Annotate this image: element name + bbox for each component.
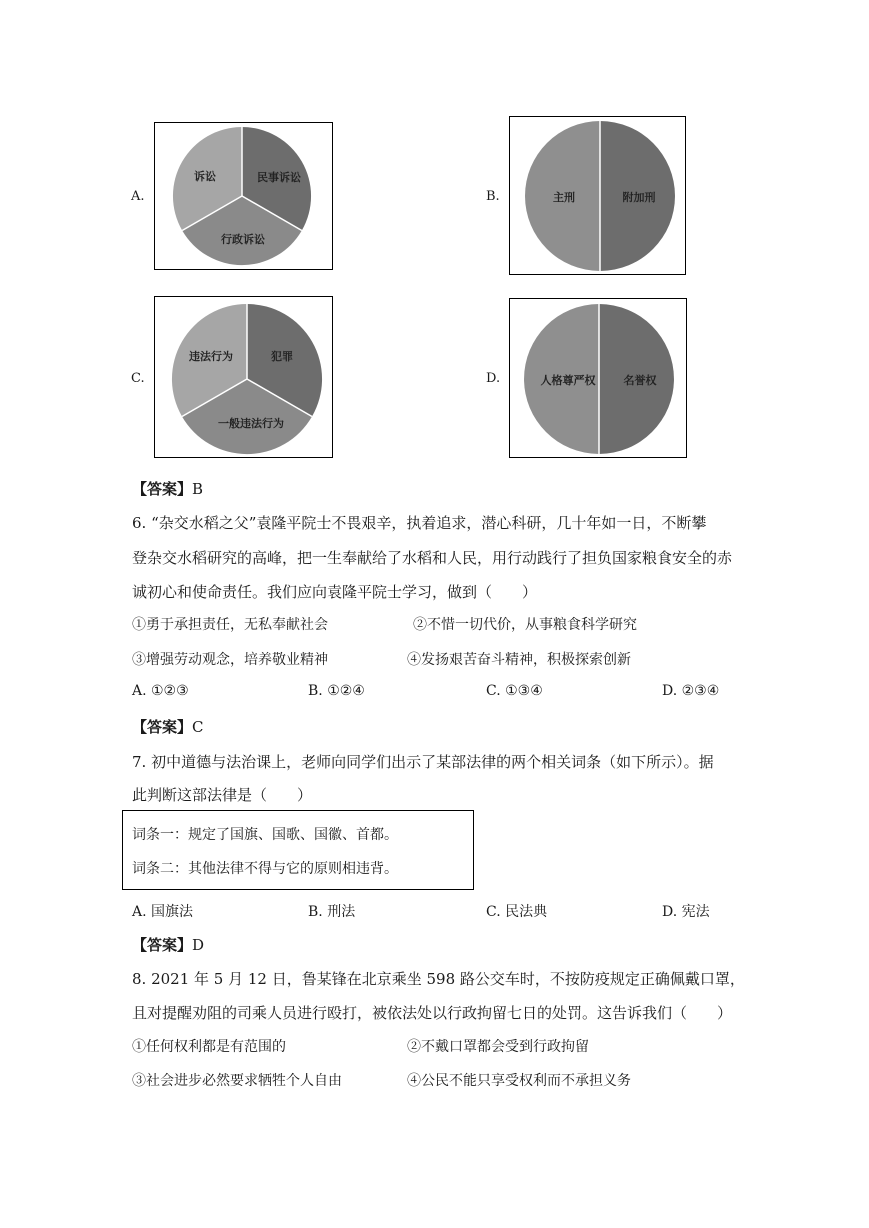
q8-item-3: ③社会进步必然要求牺牲个人自由 <box>132 1073 342 1089</box>
q6-choice-b: B. ①②④ <box>308 683 365 699</box>
q6-item-3: ③增强劳动观念，培养敬业精神 <box>132 652 328 668</box>
pie-chart-c <box>154 296 333 458</box>
option-d-label: D. <box>486 371 501 386</box>
q7-term-box <box>122 810 474 890</box>
q6-item-2: ②不惜一切代价，从事粮食科学研究 <box>413 617 637 633</box>
answer-tag: 【答案】 <box>132 480 193 498</box>
answer-value: B <box>192 480 204 498</box>
slice-label-minshi: 民事诉讼 <box>257 171 301 184</box>
q6-choice-a: A. ①②③ <box>132 683 189 699</box>
q7-choice-c: C. 民法典 <box>486 904 548 920</box>
q6-choice-d: D. ②③④ <box>662 683 720 699</box>
q7-term-1: 词条一：规定了国旗、国歌、国徽、首都。 <box>132 827 398 843</box>
slice-label-yiban: 一般违法行为 <box>218 417 284 430</box>
slice-label-xingzheng: 行政诉讼 <box>221 233 265 246</box>
q7-choice-b: B. 刑法 <box>308 904 356 920</box>
pie-chart-c-svg <box>155 297 334 459</box>
q7-line-1: 7. 初中道德与法治课上，老师向同学们出示了某部法律的两个相关词条（如下所示）。据 <box>132 753 714 771</box>
slice-label-rengezunyan: 人格尊严权 <box>540 374 596 387</box>
q8-item-1: ①任何权利都是有范围的 <box>132 1039 286 1055</box>
q5-answer <box>132 478 203 499</box>
slice-label-weifa: 违法行为 <box>189 350 233 363</box>
option-a-label: A. <box>131 189 145 204</box>
q8-line-1: 8. 2021 年 5 月 12 日，鲁某锋在北京乘坐 598 路公交车时，不按防疫规定正确佩戴口罩， <box>132 970 745 988</box>
q6-line-3: 诚初心和使命责任。我们应向袁隆平院士学习，做到（ ） <box>132 583 538 601</box>
q7-choice-a: A. 国旗法 <box>132 904 194 920</box>
pie-chart-b <box>509 116 686 275</box>
answer-tag: 【答案】 <box>132 718 193 736</box>
pie-chart-a-svg <box>155 123 334 271</box>
answer-value: C <box>192 718 204 736</box>
q7-answer <box>132 934 204 955</box>
slice-label-susong: 诉讼 <box>194 170 216 183</box>
pie-chart-a <box>154 122 333 270</box>
q8-item-4: ④公民不能只享受权利而不承担义务 <box>407 1073 631 1089</box>
q8-item-2: ②不戴口罩都会受到行政拘留 <box>407 1039 589 1055</box>
q6-answer <box>132 716 204 737</box>
q7-term-2: 词条二：其他法律不得与它的原则相违背。 <box>132 861 398 877</box>
q7-choice-d: D. 宪法 <box>662 904 710 920</box>
q7-line-2: 此判断这部法律是（ ） <box>132 786 313 804</box>
q8-line-2: 且对提醒劝阻的司乘人员进行殴打，被依法处以行政拘留七日的处罚。这告诉我们（ ） <box>132 1004 733 1022</box>
q6-line-1: 6. “杂交水稻之父”袁隆平院士不畏艰辛，执着追求，潜心科研，几十年如一日，不断攀 <box>132 514 707 532</box>
pie-chart-b-svg <box>510 117 687 276</box>
q6-item-4: ④发扬艰苦奋斗精神，积极探索创新 <box>407 652 631 668</box>
slice-label-mingyu: 名誉权 <box>623 374 657 387</box>
answer-tag: 【答案】 <box>132 936 193 954</box>
slice-label-zhuxing: 主刑 <box>553 191 575 204</box>
q6-choice-c: C. ①③④ <box>486 683 543 699</box>
slice-label-fanzui: 犯罪 <box>271 350 293 363</box>
pie-chart-d-svg <box>510 299 688 459</box>
option-c-label: C. <box>131 371 145 386</box>
pie-chart-d <box>509 298 687 458</box>
option-b-label: B. <box>486 189 500 204</box>
slice-label-fujiaxing: 附加刑 <box>622 191 656 204</box>
q6-item-1: ①勇于承担责任，无私奉献社会 <box>132 617 328 633</box>
q6-line-2: 登杂交水稻研究的高峰，把一生奉献给了水稻和人民，用行动践行了担负国家粮食安全的赤 <box>132 549 733 567</box>
answer-value: D <box>192 936 205 954</box>
